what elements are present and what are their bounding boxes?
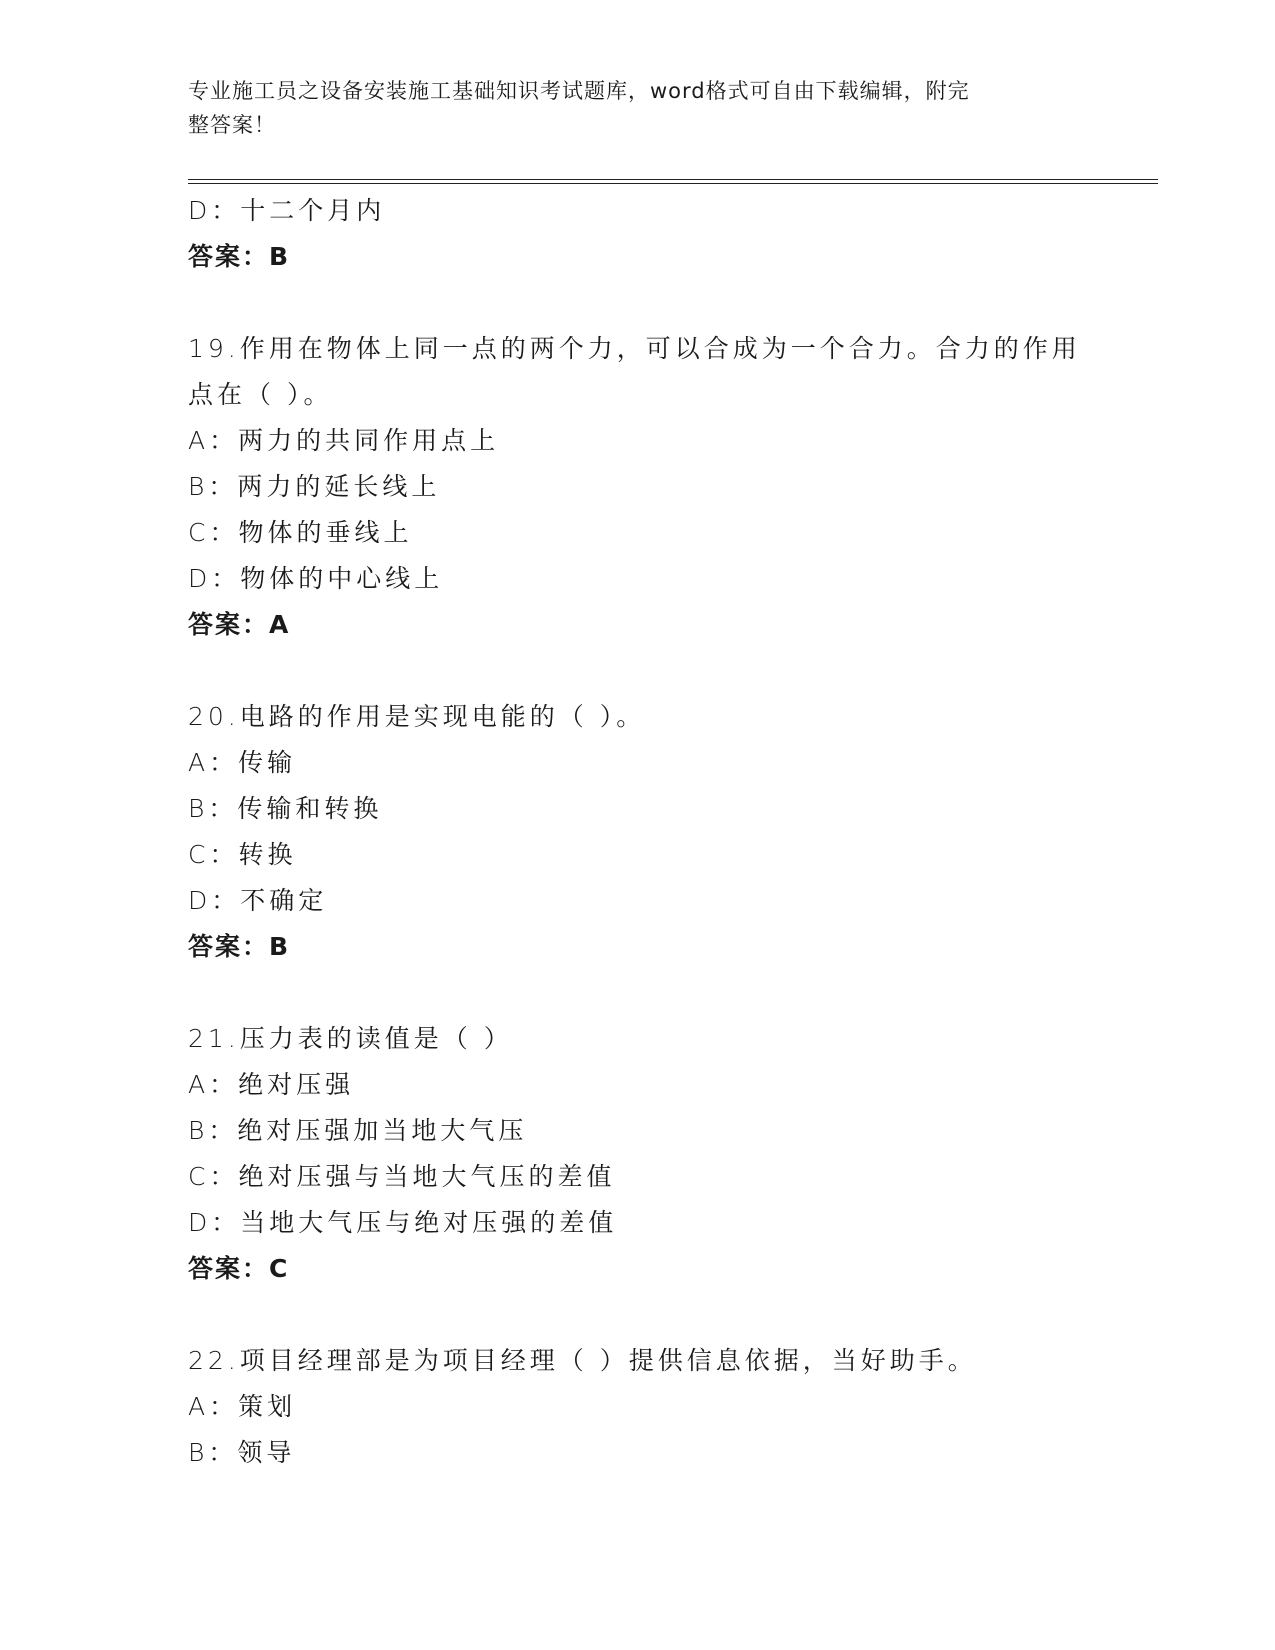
question-text-cont: 点在（ ）。: [188, 380, 333, 409]
document-body: [188, 188, 1158, 1476]
spacer: [188, 280, 1158, 326]
option-d: D：十二个月内: [188, 196, 386, 225]
answer-line: 答案：A: [188, 610, 291, 639]
spacer: [188, 970, 1158, 1016]
option-a: A：策划: [188, 1392, 297, 1421]
option-b: B：传输和转换: [188, 794, 383, 823]
answer-line: 答案：B: [188, 242, 291, 271]
header-line-2: 整答案！: [188, 113, 276, 137]
option-c: C：绝对压强与当地大气压的差值: [188, 1162, 616, 1191]
answer-line: 答案：B: [188, 932, 291, 961]
option-b: B：绝对压强加当地大气压: [188, 1116, 528, 1145]
option-c: C：转换: [188, 840, 297, 869]
option-d: D：当地大气压与绝对压强的差值: [188, 1208, 618, 1237]
document-header: [188, 74, 1068, 142]
option-a: A：两力的共同作用点上: [188, 426, 500, 455]
option-a: A：传输: [188, 748, 297, 777]
option-a: A：绝对压强: [188, 1070, 355, 1099]
spacer: [188, 1292, 1158, 1338]
header-line-1: 专业施工员之设备安装施工基础知识考试题库，word格式可自由下载编辑，附完: [188, 79, 970, 103]
question-text: 21.压力表的读值是（ ）: [188, 1024, 513, 1053]
option-d: D：不确定: [188, 886, 328, 915]
question-20: [188, 694, 1158, 970]
header-divider-top: [188, 179, 1158, 180]
question-text: 20.电路的作用是实现电能的（ ）。: [188, 702, 646, 731]
option-d: D：物体的中心线上: [188, 564, 444, 593]
option-b: B：两力的延长线上: [188, 472, 441, 501]
question-19: [188, 326, 1158, 648]
question-22: [188, 1338, 1158, 1476]
option-b: B：领导: [188, 1438, 296, 1467]
answer-line: 答案：C: [188, 1254, 290, 1283]
option-c: C：物体的垂线上: [188, 518, 413, 547]
header-divider-bottom: [188, 183, 1158, 184]
question-21: [188, 1016, 1158, 1292]
spacer: [188, 648, 1158, 694]
question-text: 22.项目经理部是为项目经理（ ）提供信息依据，当好助手。: [188, 1346, 977, 1375]
question-text: 19.作用在物体上同一点的两个力，可以合成为一个合力。合力的作用: [188, 334, 1081, 363]
